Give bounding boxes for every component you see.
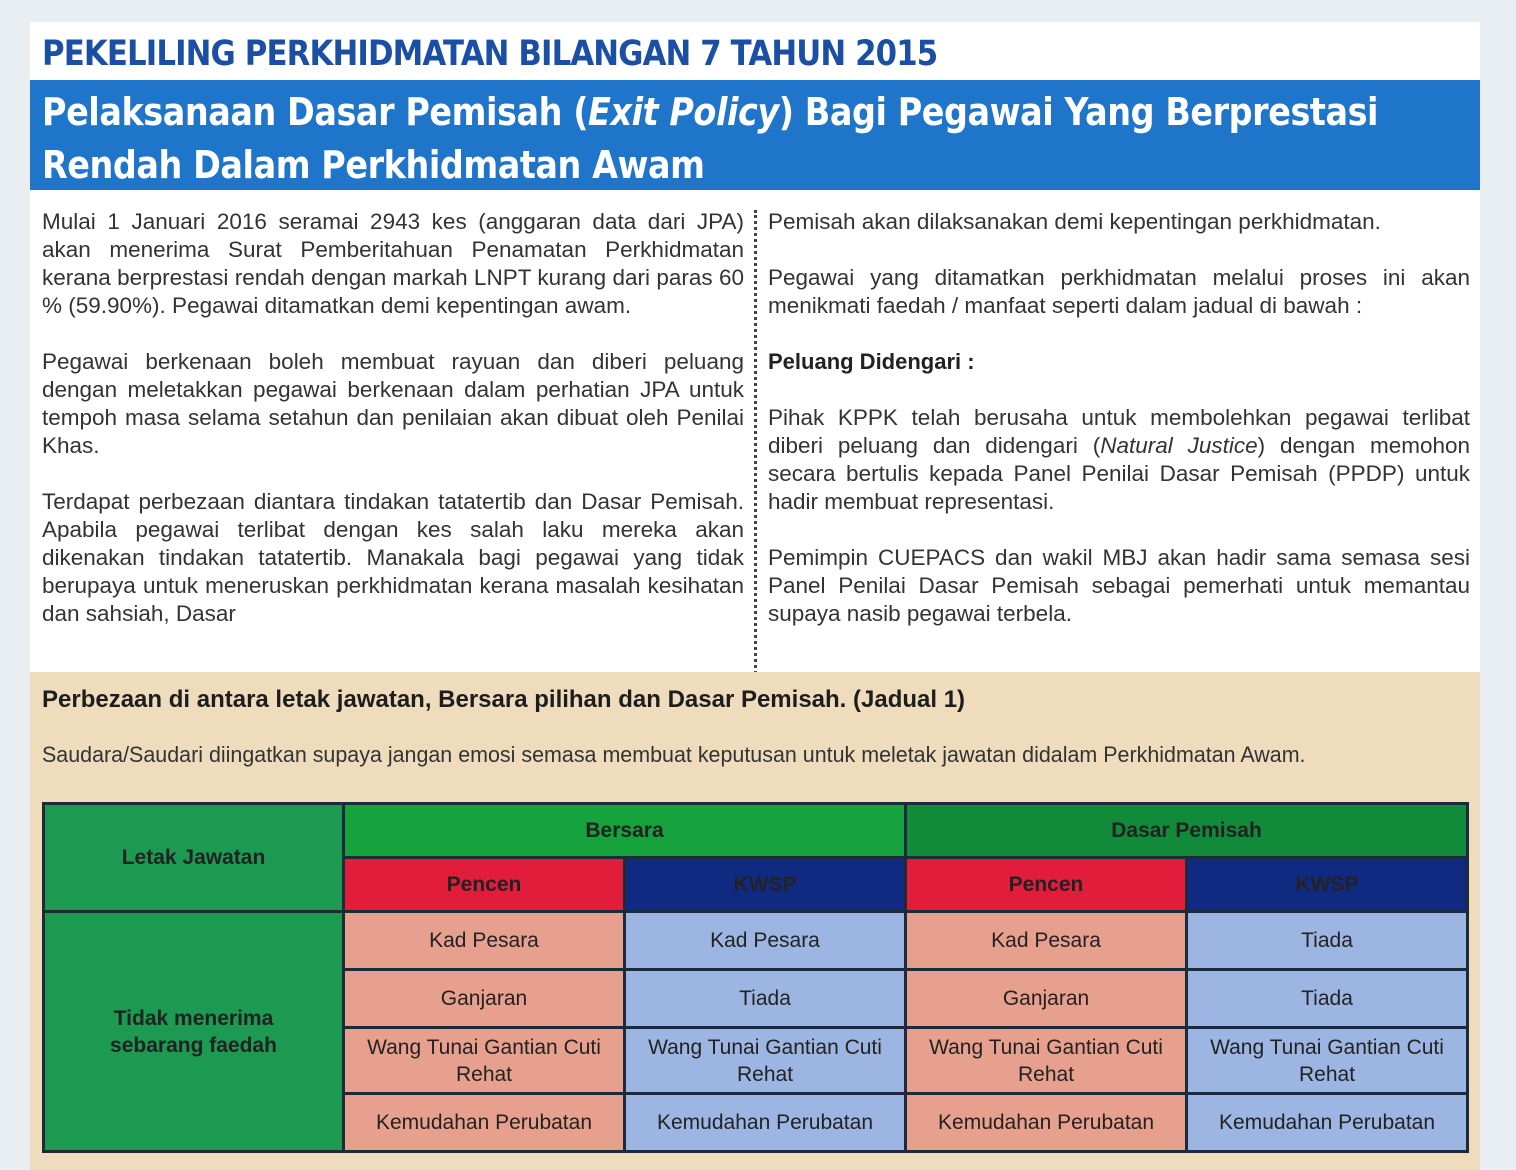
title-part-1: Pelaksanaan Dasar Pemisah (	[42, 90, 589, 134]
header-dasar-pemisah: Dasar Pemisah	[906, 804, 1468, 858]
header-dasar-pencen: Pencen	[906, 858, 1187, 912]
table-cell: Ganjaran	[344, 970, 625, 1028]
right-paragraph-3-part-2: ) dengan memohon secara bertulis kepada Panel Penilai Dasar Pemisah (PPDP) untuk hadir membuat representasi.	[768, 433, 1471, 514]
table-cell: Kemudahan Perubatan	[1187, 1094, 1468, 1152]
table-row	[44, 912, 1468, 970]
right-paragraph-3	[768, 404, 1470, 516]
right-paragraph-3-part-1: Pihak KPPK telah berusaha untuk membolehkan pegawai terlibat diberi peluang dan didengari (	[768, 405, 1470, 458]
right-paragraph-2: Pegawai yang ditamatkan perkhidmatan melalui proses ini akan menikmati faedah / manfaat seperti dalam jadual di bawah :	[768, 265, 1470, 318]
table-cell: Kemudahan Perubatan	[625, 1094, 906, 1152]
letak-jawatan-value: Tidak menerima sebarang faedah	[44, 912, 344, 1152]
comparison-panel	[30, 672, 1480, 1170]
header-bersara: Bersara	[344, 804, 906, 858]
header-bersara-pencen: Pencen	[344, 858, 625, 912]
table-cell: Kad Pesara	[625, 912, 906, 970]
left-paragraph-1: Mulai 1 Januari 2016 seramai 2943 kes (anggaran data dari JPA) akan menerima Surat Pemberitahuan Penamatan Perkhidmatan kerana berprestasi rendah dengan markah LNPT kurang dari paras 60 % (59.90%). Pegawai ditamatkan demi kepentingan awam.	[42, 209, 744, 318]
table-cell: Kad Pesara	[906, 912, 1187, 970]
table-cell: Kemudahan Perubatan	[906, 1094, 1187, 1152]
panel-note: Saudara/Saudari diingatkan supaya jangan emosi semasa membuat keputusan untuk meletak jawatan didalam Perkhidmatan Awam.	[42, 742, 1306, 767]
table-header-row-1	[44, 804, 1468, 858]
natural-justice-term: Natural Justice	[1100, 433, 1258, 458]
table-cell: Tiada	[625, 970, 906, 1028]
title-italic-term: Exit Policy	[588, 90, 779, 134]
table-cell: Kad Pesara	[344, 912, 625, 970]
comparison-table	[42, 802, 1469, 1153]
table-cell: Tiada	[1187, 970, 1468, 1028]
right-paragraph-1: Pemisah akan dilaksanakan demi kepentingan perkhidmatan.	[768, 209, 1381, 234]
circular-number-heading: PEKELILING PERKHIDMATAN BILANGAN 7 TAHUN 2015	[42, 34, 938, 74]
header-dasar-kwsp: KWSP	[1187, 858, 1468, 912]
circular-page	[30, 22, 1480, 1170]
column-divider	[754, 210, 757, 674]
subheading-peluang-didengari: Peluang Didengari :	[768, 349, 975, 374]
table-cell: Kemudahan Perubatan	[344, 1094, 625, 1152]
table-cell: Wang Tunai Gantian Cuti Rehat	[906, 1028, 1187, 1094]
header-bersara-kwsp: KWSP	[625, 858, 906, 912]
table-cell: Ganjaran	[906, 970, 1187, 1028]
page-title	[42, 86, 1415, 192]
left-column	[42, 208, 744, 628]
table-cell: Wang Tunai Gantian Cuti Rehat	[1187, 1028, 1468, 1094]
left-paragraph-3: Terdapat perbezaan diantara tindakan tatatertib dan Dasar Pemisah. Apabila pegawai terlibat dengan kes salah laku mereka akan dikenakan tindakan tatatertib. Manakala bagi pegawai yang tidak berupaya untuk meneruskan perkhidmatan kerana masalah kesihatan dan sahsiah, Dasar	[42, 489, 744, 626]
header-letak-jawatan: Letak Jawatan	[44, 804, 344, 912]
table-cell: Tiada	[1187, 912, 1468, 970]
table-cell: Wang Tunai Gantian Cuti Rehat	[344, 1028, 625, 1094]
title-part-2: ) Bagi Pegawai Yang Berprestasi Rendah Dalam Perkhidmatan Awam	[42, 90, 1379, 187]
left-paragraph-2: Pegawai berkenaan boleh membuat rayuan dan diberi peluang dengan meletakkan pegawai berkenaan dalam perhatian JPA untuk tempoh masa selama setahun dan penilaian akan dibuat oleh Penilai Khas.	[42, 349, 744, 458]
title-banner	[30, 80, 1480, 190]
right-column	[768, 208, 1470, 628]
right-paragraph-4: Pemimpin CUEPACS dan wakil MBJ akan hadir sama semasa sesi Panel Penilai Dasar Pemisah sebagai pemerhati untuk memantau supaya nasib pegawai terbela.	[768, 545, 1470, 626]
panel-title: Perbezaan di antara letak jawatan, Bersara pilihan dan Dasar Pemisah. (Jadual 1)	[42, 686, 966, 713]
table-cell: Wang Tunai Gantian Cuti Rehat	[625, 1028, 906, 1094]
